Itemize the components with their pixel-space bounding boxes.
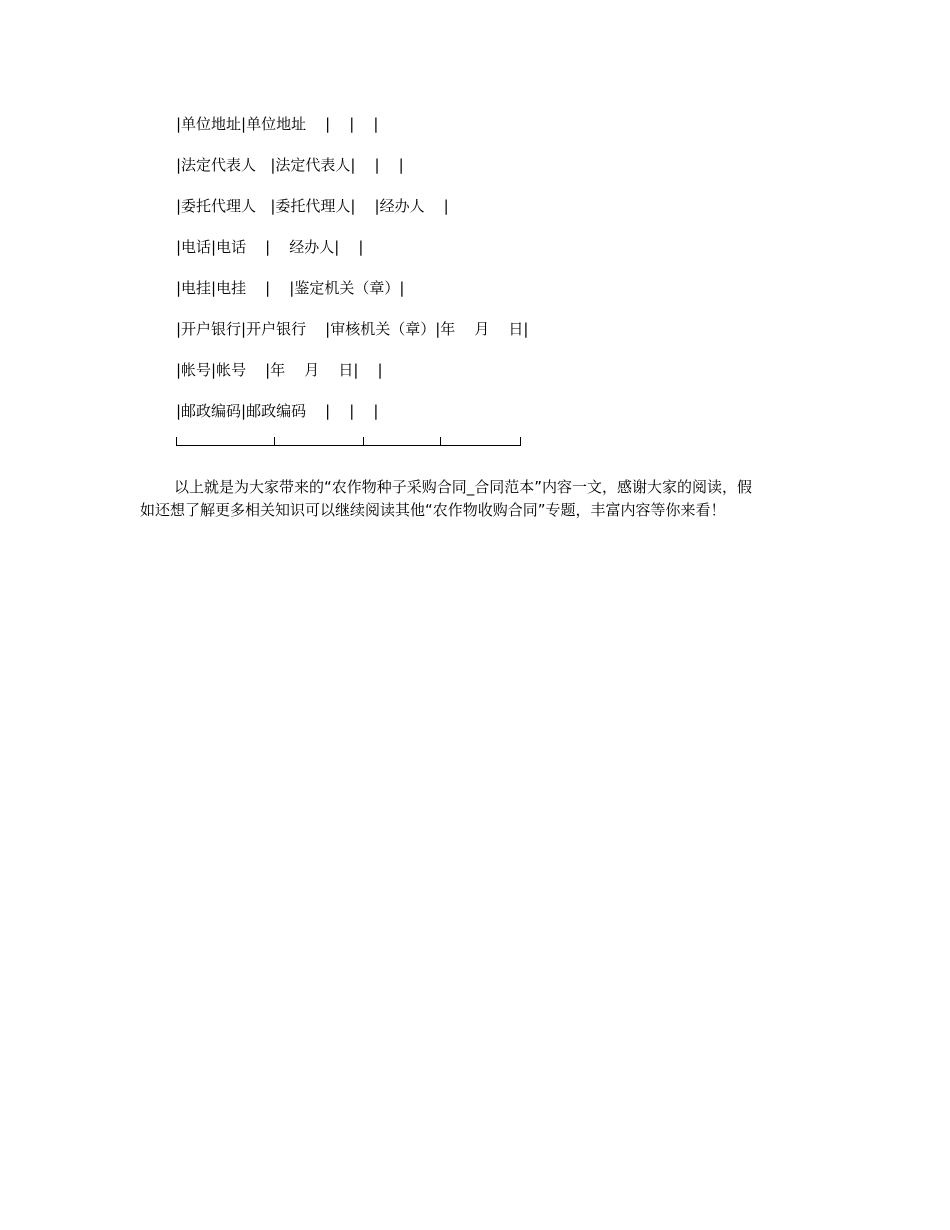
signature-table	[176, 110, 736, 438]
table-border-tick	[440, 437, 441, 446]
table-border-tick	[176, 437, 177, 446]
table-row: |委托代理人 |委托代理人| |经办人 |	[176, 197, 449, 215]
closing-paragraph	[140, 476, 812, 522]
table-row: |电挂|电挂 | |鉴定机关（章）|	[176, 279, 405, 297]
table-row: |帐号|帐号 |年 月 日| |	[176, 361, 383, 379]
closing-line-2: 如还想了解更多相关知识可以继续阅读其他“农作物收购合同”专题，丰富内容等你来看！	[140, 501, 726, 519]
table-bottom-border	[176, 436, 522, 448]
table-row: |法定代表人 |法定代表人| | |	[176, 156, 404, 174]
table-row: |邮政编码|邮政编码 | | |	[176, 402, 379, 420]
table-row: |单位地址|单位地址 | | |	[176, 115, 379, 133]
table-row: |电话|电话 | 经办人| |	[176, 238, 364, 256]
closing-line-1: 以上就是为大家带来的“农作物种子采购合同_合同范本”内容一文，感谢大家的阅读，假	[174, 478, 753, 496]
table-border-tick	[274, 437, 275, 446]
table-bottom-line	[177, 445, 521, 446]
table-border-tick	[520, 437, 521, 446]
table-border-tick	[363, 437, 364, 446]
table-row: |开户银行|开户银行 |审核机关（章）|年 月 日|	[176, 320, 529, 338]
